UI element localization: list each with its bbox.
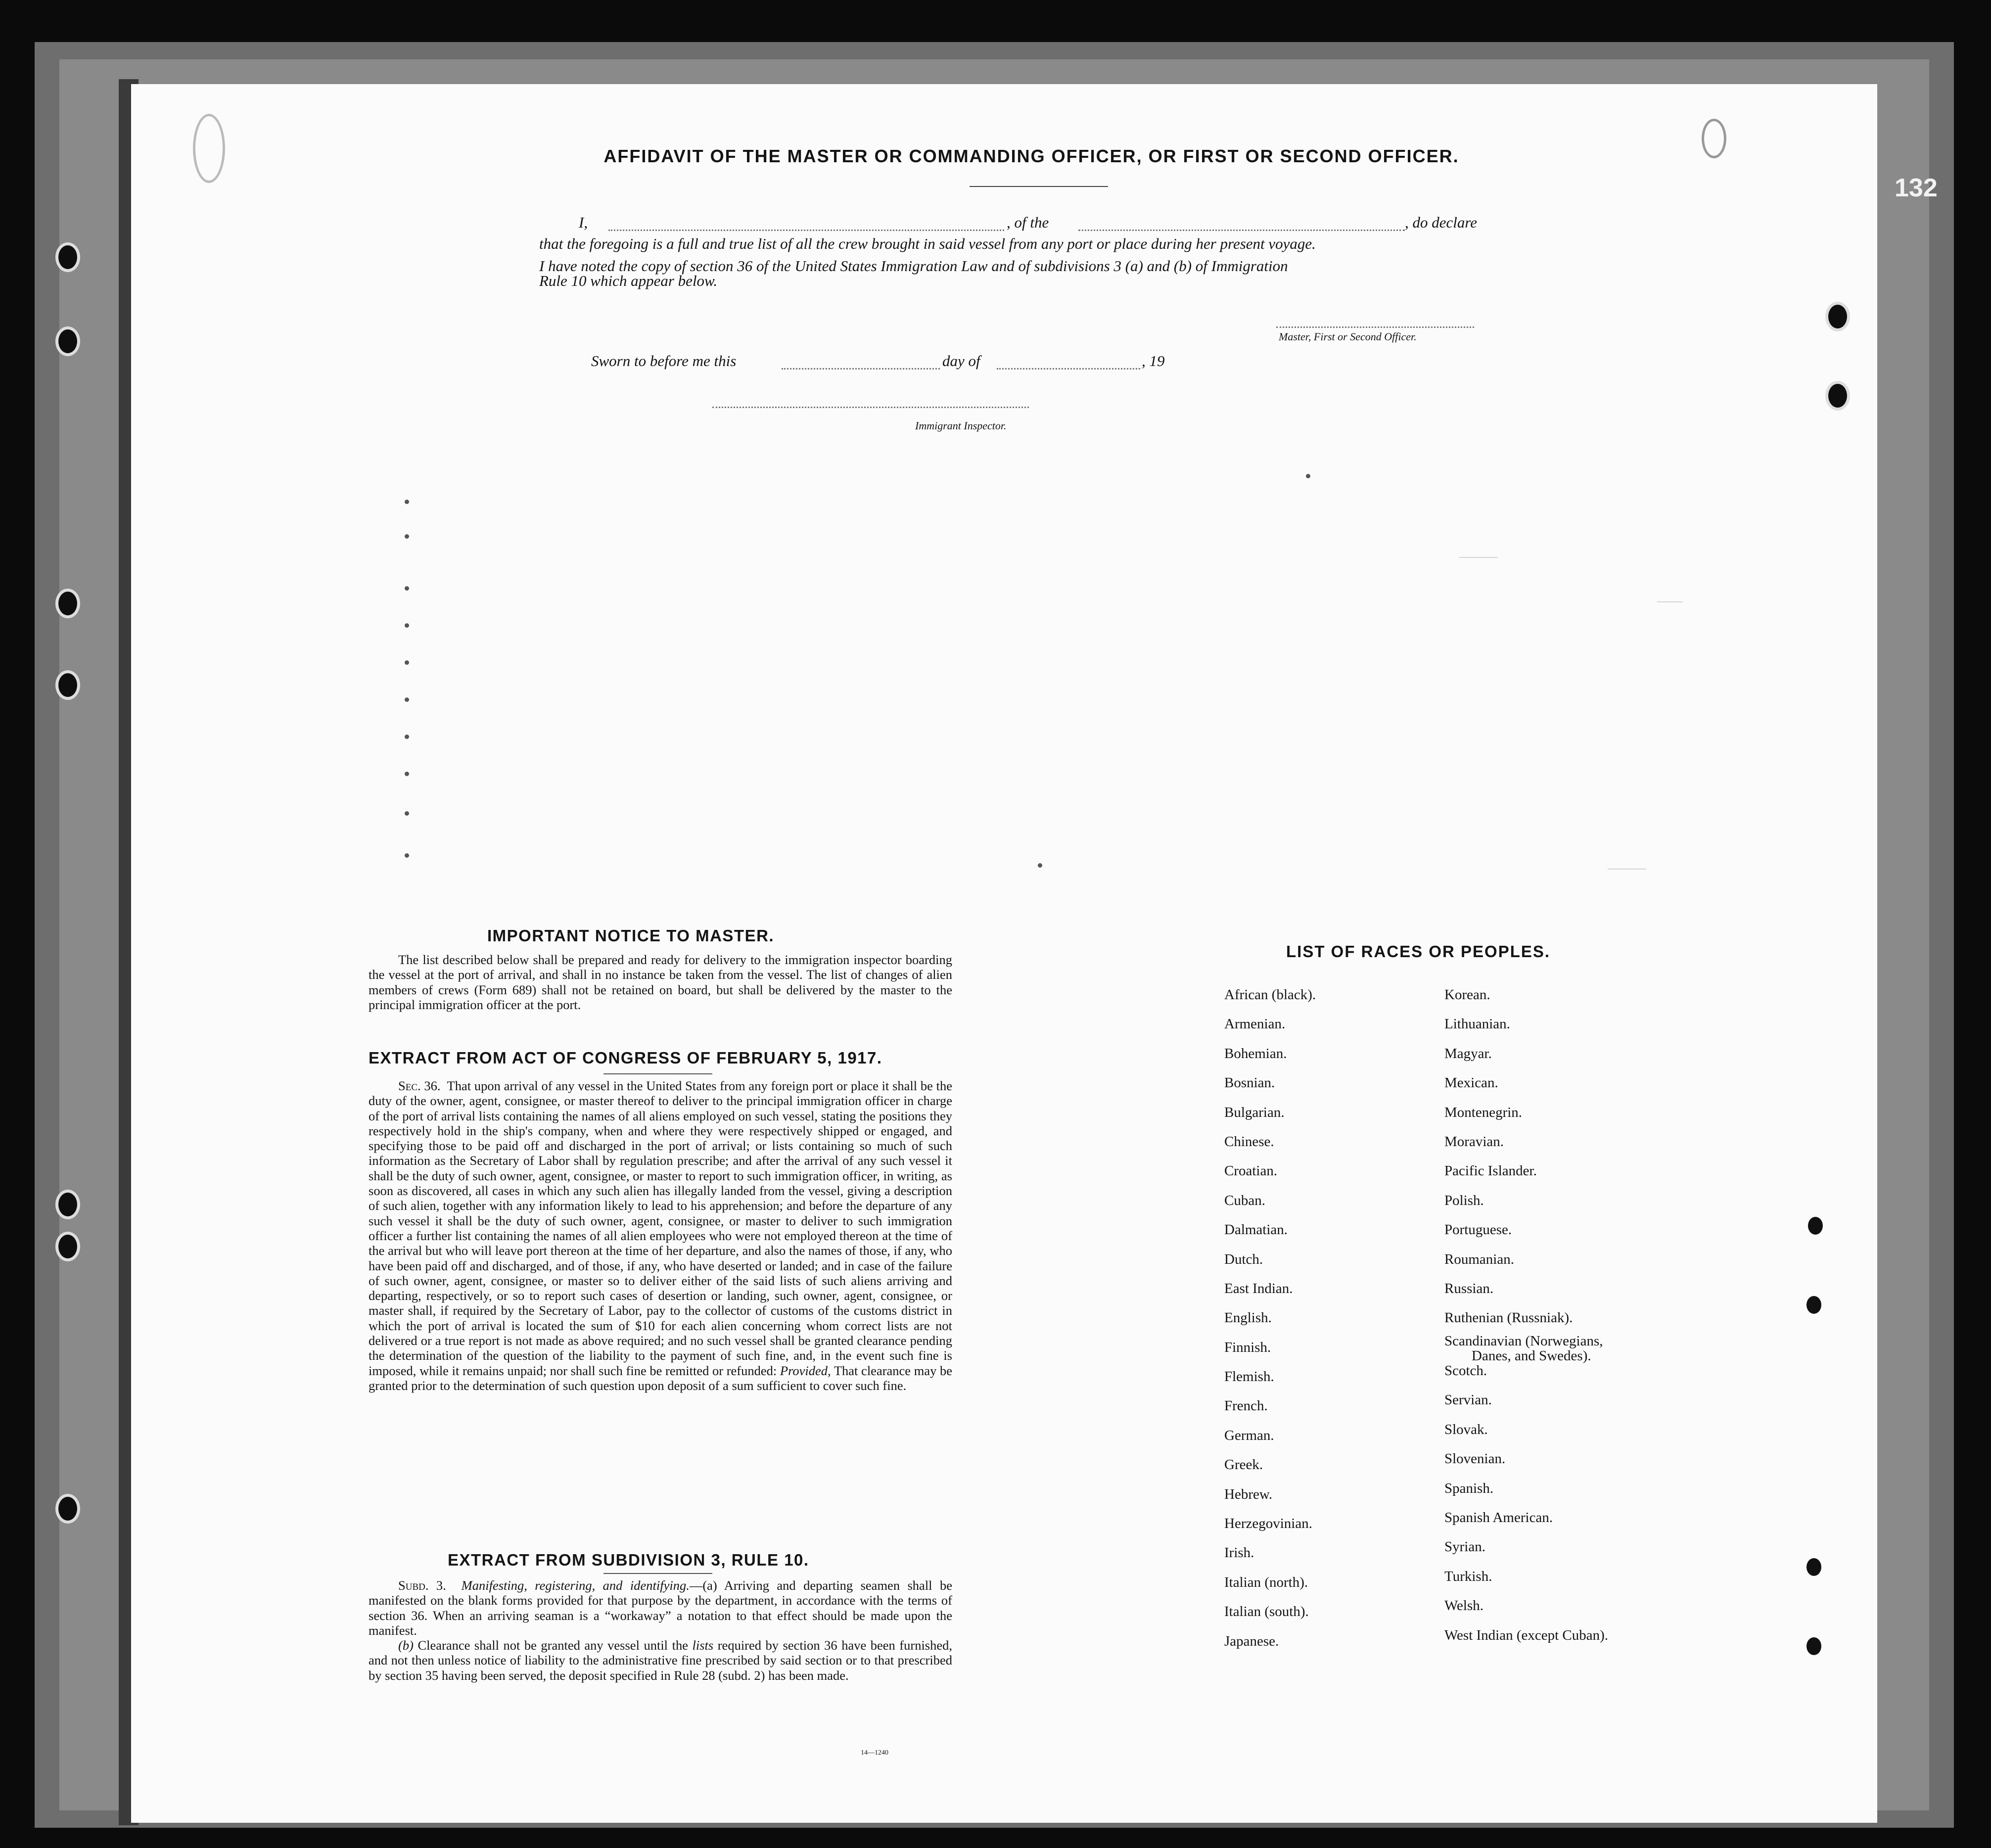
notice-heading: IMPORTANT NOTICE TO MASTER. — [487, 926, 775, 945]
race-item: East Indian. — [1224, 1280, 1293, 1296]
bleed-through-mark: —— — [1657, 594, 1683, 608]
subd-b-label: (b) — [398, 1638, 414, 1653]
rule-heading: EXTRACT FROM SUBDIVISION 3, RULE 10. — [448, 1551, 809, 1569]
binder-hole — [55, 589, 80, 618]
subd-b-lists: lists — [692, 1638, 714, 1653]
rule-heading-rule — [603, 1573, 712, 1574]
title-rule — [970, 186, 1108, 187]
subd-a-text: Arriving and departing seamen shall be manifested on the blank forms provided for that purpose by the department, in accordance with the terms of section 36. When an arriving seaman is a “workaway” a notation to that effect should be made upon the manifest. — [369, 1578, 952, 1638]
race-item-scandinavian — [1444, 1334, 1608, 1363]
subd-title: Manifesting, registering, and identifying. — [461, 1578, 690, 1593]
race-item: Korean. — [1444, 987, 1490, 1003]
race-item: Spanish American. — [1444, 1510, 1553, 1526]
race-item: Japanese. — [1224, 1633, 1279, 1649]
binder-hole — [55, 1190, 80, 1219]
provided-label: Provided, — [780, 1363, 831, 1378]
race-item: English. — [1224, 1310, 1272, 1326]
race-item: Mexican. — [1444, 1075, 1498, 1091]
binder-hole — [1825, 302, 1850, 331]
race-item: Servian. — [1444, 1392, 1492, 1408]
race-item: French. — [1224, 1398, 1268, 1414]
row-mark — [405, 623, 409, 628]
handwritten-scribble — [1702, 119, 1726, 158]
race-item: Turkish. — [1444, 1568, 1492, 1584]
race-item: Bosnian. — [1224, 1075, 1275, 1091]
race-item: Welsh. — [1444, 1598, 1484, 1614]
race-item: Herzegovinian. — [1224, 1516, 1312, 1532]
act-heading-rule — [603, 1073, 712, 1074]
affidavit-i-label: I, — [579, 214, 588, 231]
sworn-label: Sworn to before me this — [591, 352, 737, 370]
race-item: Finnish. — [1224, 1339, 1271, 1355]
day-of-label: day of — [942, 352, 980, 370]
race-item: German. — [1224, 1427, 1274, 1443]
row-mark — [405, 500, 409, 504]
affidavit-of-the: , of the — [1007, 214, 1049, 231]
row-mark — [405, 586, 409, 591]
master-signature-line[interactable] — [1276, 326, 1474, 328]
race-item: West Indian (except Cuban). — [1444, 1627, 1609, 1643]
row-mark — [1306, 474, 1310, 478]
page-number: 132 — [1895, 174, 1938, 202]
race-item: Spanish. — [1444, 1480, 1494, 1496]
race-item: Slovak. — [1444, 1421, 1488, 1437]
race-item: Bohemian. — [1224, 1045, 1287, 1062]
race-item: Syrian. — [1444, 1539, 1485, 1555]
row-mark — [405, 697, 409, 702]
race-item: Italian (north). — [1224, 1574, 1308, 1590]
act-body: That upon arrival of any vessel in the United States from any foreign port or place it shall be the duty of the owner, agent, consignee, or master thereof to deliver to the principal immigration officer in charge of the port of arrival lists containing the names of all aliens employed on such vessel, stating the positions they respectively hold in the ship's company, when and where they were respectively shipped or engaged, and specifying those to be paid off and discharged in the port of arrival; or lists containing so much of such information as the Secretary of Labor shall by regulation prescribe; and after the arrival of any such vessel it shall be the duty of such owner, agent, consignee, or master to report to such immigration officer, in writing, as soon as discovered, all cases in which any such alien has illegally landed from the vessel, giving a description of such alien, together with any information likely to lead to his apprehension; and before the departure of any such vessel it shall be the duty of such owner, agent, consignee, or master to deliver to such immigration officer a further list containing the names of all alien employees who were not employed thereon at the time of the arrival but who will leave port thereon at the time of her departure, and also the names of those, if any, who have been paid off and discharged, and of those, if any, who have deserted or landed; and in case of the failure of such owner, agent, consignee, or master so to deliver either of the said lists of such aliens arriving and departing, respectively, or so to report such cases of desertion or landing, such owner, agent, consignee, or master shall, if required by the Secretary of Labor, pay to the collector of customs of the customs district in which the port of arrival is located the sum of $10 for each alien concerning whom correct lists are not delivered or a true report is not made as above required; and no such vessel shall be granted clearance pending the determination of the question of the liability to the payment of such fine, and, in the event such fine is imposed, while it remains unpaid; nor shall such fine be remitted or refunded: — [369, 1078, 952, 1378]
year-label: , 19 — [1142, 352, 1165, 370]
race-item: Armenian. — [1224, 1016, 1286, 1032]
race-item: Irish. — [1224, 1545, 1254, 1561]
form-code: 14—1240 — [861, 1749, 888, 1756]
subd-b-text-2: required by section 36 have been furnished, and not then unless notice of liability to the administrative fine prescribed by said section or to that prescribed by section 35 having been served, the deposit specified in Rule 28 (subd. 2) has been made. — [369, 1638, 953, 1683]
notice-text — [369, 952, 952, 1012]
affidavit-line-4: Rule 10 which appear below. — [539, 272, 718, 289]
race-item: Bulgarian. — [1224, 1104, 1285, 1120]
sworn-month-blank[interactable] — [997, 368, 1140, 370]
subd-a-label: —(a) — [689, 1578, 717, 1593]
races-left-column — [1224, 987, 1316, 1663]
rule-text — [369, 1578, 952, 1683]
race-item: Portuguese. — [1444, 1222, 1512, 1238]
race-item: Hebrew. — [1224, 1486, 1273, 1502]
binder-hole — [55, 1494, 80, 1524]
races-right-column — [1444, 987, 1608, 1657]
inspector-label: Immigrant Inspector. — [915, 419, 1007, 432]
vessel-blank[interactable] — [1078, 230, 1405, 231]
row-mark — [405, 735, 409, 739]
race-item: Scotch. — [1444, 1363, 1487, 1379]
sec-label: Sec. 36. — [398, 1078, 441, 1093]
master-signature-label: Master, First or Second Officer. — [1279, 330, 1417, 343]
race-item: African (black). — [1224, 987, 1316, 1003]
bleed-through-mark: ——— — [1459, 549, 1498, 563]
row-mark — [405, 660, 409, 665]
race-item: Polish. — [1444, 1192, 1484, 1208]
binder-hole — [55, 326, 80, 356]
binder-hole — [1825, 381, 1850, 411]
race-item: Croatian. — [1224, 1163, 1278, 1179]
race-item: Flemish. — [1224, 1369, 1274, 1385]
affidavit-title: AFFIDAVIT OF THE MASTER OR COMMANDING OFFICER, OR FIRST OR SECOND OFFICER. — [603, 146, 1459, 166]
race-item: Ruthenian (Russniak). — [1444, 1310, 1573, 1326]
race-item: Pacific Islander. — [1444, 1163, 1537, 1179]
row-mark — [405, 772, 409, 776]
race-item: Dutch. — [1224, 1251, 1263, 1267]
scandinavian-line-2: Danes, and Swedes). — [1472, 1347, 1591, 1364]
race-item: Cuban. — [1224, 1192, 1265, 1208]
scandinavian-line-1: Scandinavian (Norwegians, — [1444, 1333, 1603, 1349]
race-item: Magyar. — [1444, 1045, 1492, 1062]
affidavit-do-declare: , do declare — [1405, 214, 1478, 231]
sworn-day-blank[interactable] — [782, 368, 940, 370]
punch-mark — [1806, 1558, 1821, 1576]
row-mark — [405, 534, 409, 539]
act-text — [369, 1078, 952, 1393]
name-blank[interactable] — [608, 230, 1004, 231]
punch-mark — [1808, 1217, 1823, 1235]
affidavit-line-2: that the foregoing is a full and true list of all the crew brought in said vessel from any port or place during her present voyage. — [539, 235, 1316, 252]
inspector-signature-line[interactable] — [712, 407, 1029, 408]
row-mark — [405, 811, 409, 816]
affidavit-line-3: I have noted the copy of section 36 of the United States Immigration Law and of subdivisions 3 (a) and (b) of Immigration — [539, 257, 1288, 275]
binder-hole — [55, 1232, 80, 1261]
race-item: Greek. — [1224, 1457, 1263, 1473]
races-heading: LIST OF RACES OR PEOPLES. — [1286, 942, 1551, 961]
race-item: Montenegrin. — [1444, 1104, 1523, 1120]
race-item: Slovenian. — [1444, 1451, 1506, 1467]
race-item: Dalmatian. — [1224, 1222, 1288, 1238]
row-mark — [405, 853, 409, 858]
subd-label: Subd. 3. — [398, 1578, 446, 1593]
race-item: Roumanian. — [1444, 1251, 1514, 1267]
act-body-end: That clearance may be granted prior to the determination of such question upon deposit of a sum sufficient to cover such fine. — [369, 1363, 952, 1393]
race-item: Lithuanian. — [1444, 1016, 1510, 1032]
punch-mark — [1806, 1296, 1821, 1314]
handwritten-scribble — [193, 114, 225, 183]
race-item: Moravian. — [1444, 1133, 1504, 1150]
race-item: Italian (south). — [1224, 1604, 1309, 1620]
binder-hole — [55, 242, 80, 272]
race-item: Chinese. — [1224, 1133, 1274, 1150]
act-heading: EXTRACT FROM ACT OF CONGRESS OF FEBRUARY 5, 1917. — [369, 1049, 882, 1067]
subd-b-text-1: Clearance shall not be granted any vessel until the — [417, 1638, 688, 1653]
binder-hole — [55, 670, 80, 700]
punch-mark — [1806, 1637, 1821, 1655]
race-item: Russian. — [1444, 1280, 1494, 1296]
bleed-through-mark: ——— — [1608, 861, 1646, 875]
notice-body: The list described below shall be prepared and ready for delivery to the immigration inspector boarding the vessel at the port of arrival, and shall in no instance be taken from the vessel. The list of changes of alien members of crews (Form 689) shall not be retained on board, but shall be delivered by the master to the principal immigration officer at the port. — [369, 952, 952, 1012]
row-mark — [1038, 863, 1042, 868]
